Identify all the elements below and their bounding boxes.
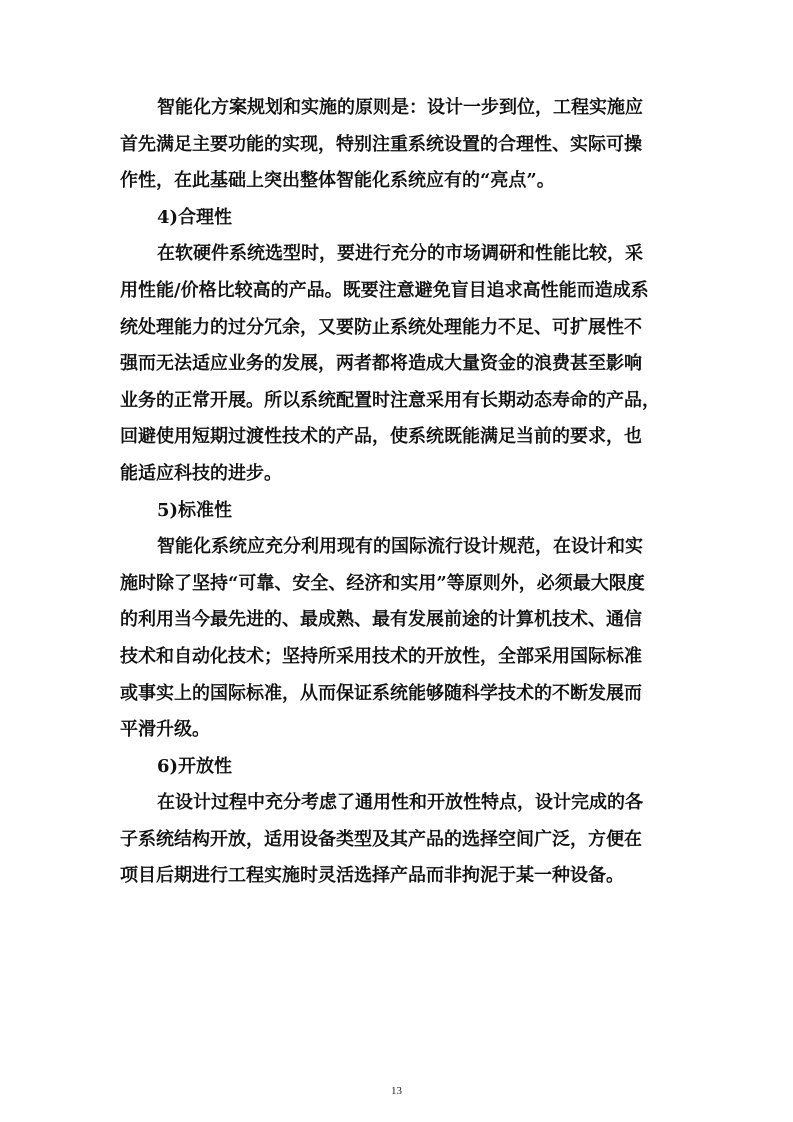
text-line: 能适应科技的进步。 (120, 462, 282, 484)
page-number: 13 (391, 1085, 402, 1097)
text-line: 平滑升级。 (120, 719, 210, 741)
text-line: 首先满足主要功能的实现，特别注重系统设置的合理性、实际可操 (120, 133, 642, 155)
text-line: 或事实上的国际标准，从而保证系统能够随科学技术的不断发展而 (120, 682, 642, 704)
paragraph-standardization (120, 529, 668, 749)
text-line: 强而无法适应业务的发展，两者都将造成大量资金的浪费甚至影响 (120, 353, 642, 375)
section-heading-rationality: 4)合理性 (157, 206, 233, 228)
text-line: 智能化方案规划和实施的原则是：设计一步到位，工程实施应 (157, 97, 643, 118)
paragraph-rationality (120, 236, 668, 492)
text-line: 用性能/价格比较高的产品。既要注意避免盲目追求高性能而造成系 (120, 279, 649, 301)
text-line: 在设计过程中充分考虑了通用性和开放性特点，设计完成的各 (157, 792, 643, 814)
text-line: 项目后期进行工程实施时灵活选择产品而非拘泥于某一种设备。 (120, 865, 624, 887)
paragraph-openness (120, 785, 668, 895)
text-line: 施时除了坚持“可靠、安全、经济和实用”等原则外，必须最大限度 (120, 572, 645, 594)
text-line: 子系统结构开放，适用设备类型及其产品的选择空间广泛，方便在 (120, 828, 642, 850)
text-line: 的利用当今最先进的、最成熟、最有发展前途的计算机技术、通信 (120, 609, 642, 631)
text-line: 业务的正常开展。所以系统配置时注意采用有长期动态寿命的产品， (120, 389, 660, 411)
text-line: 智能化系统应充分利用现有的国际流行设计规范，在设计和实 (157, 536, 643, 558)
paragraph-principles (120, 90, 668, 200)
document-body (120, 90, 668, 895)
section-heading-openness: 6)开放性 (157, 755, 233, 777)
text-line: 技术和自动化技术；坚持所采用技术的开放性，全部采用国际标准 (120, 645, 642, 667)
section-heading-standardization: 5)标准性 (157, 499, 233, 521)
text-line: 在软硬件系统选型时，要进行充分的市场调研和性能比较，采 (157, 243, 643, 265)
text-line: 作性，在此基础上突出整体智能化系统应有的“亮点”。 (120, 170, 555, 192)
text-line: 回避使用短期过渡性技术的产品，使系统既能满足当前的要求，也 (120, 426, 642, 448)
text-line: 统处理能力的过分冗余，又要防止系统处理能力不足、可扩展性不 (120, 316, 642, 338)
